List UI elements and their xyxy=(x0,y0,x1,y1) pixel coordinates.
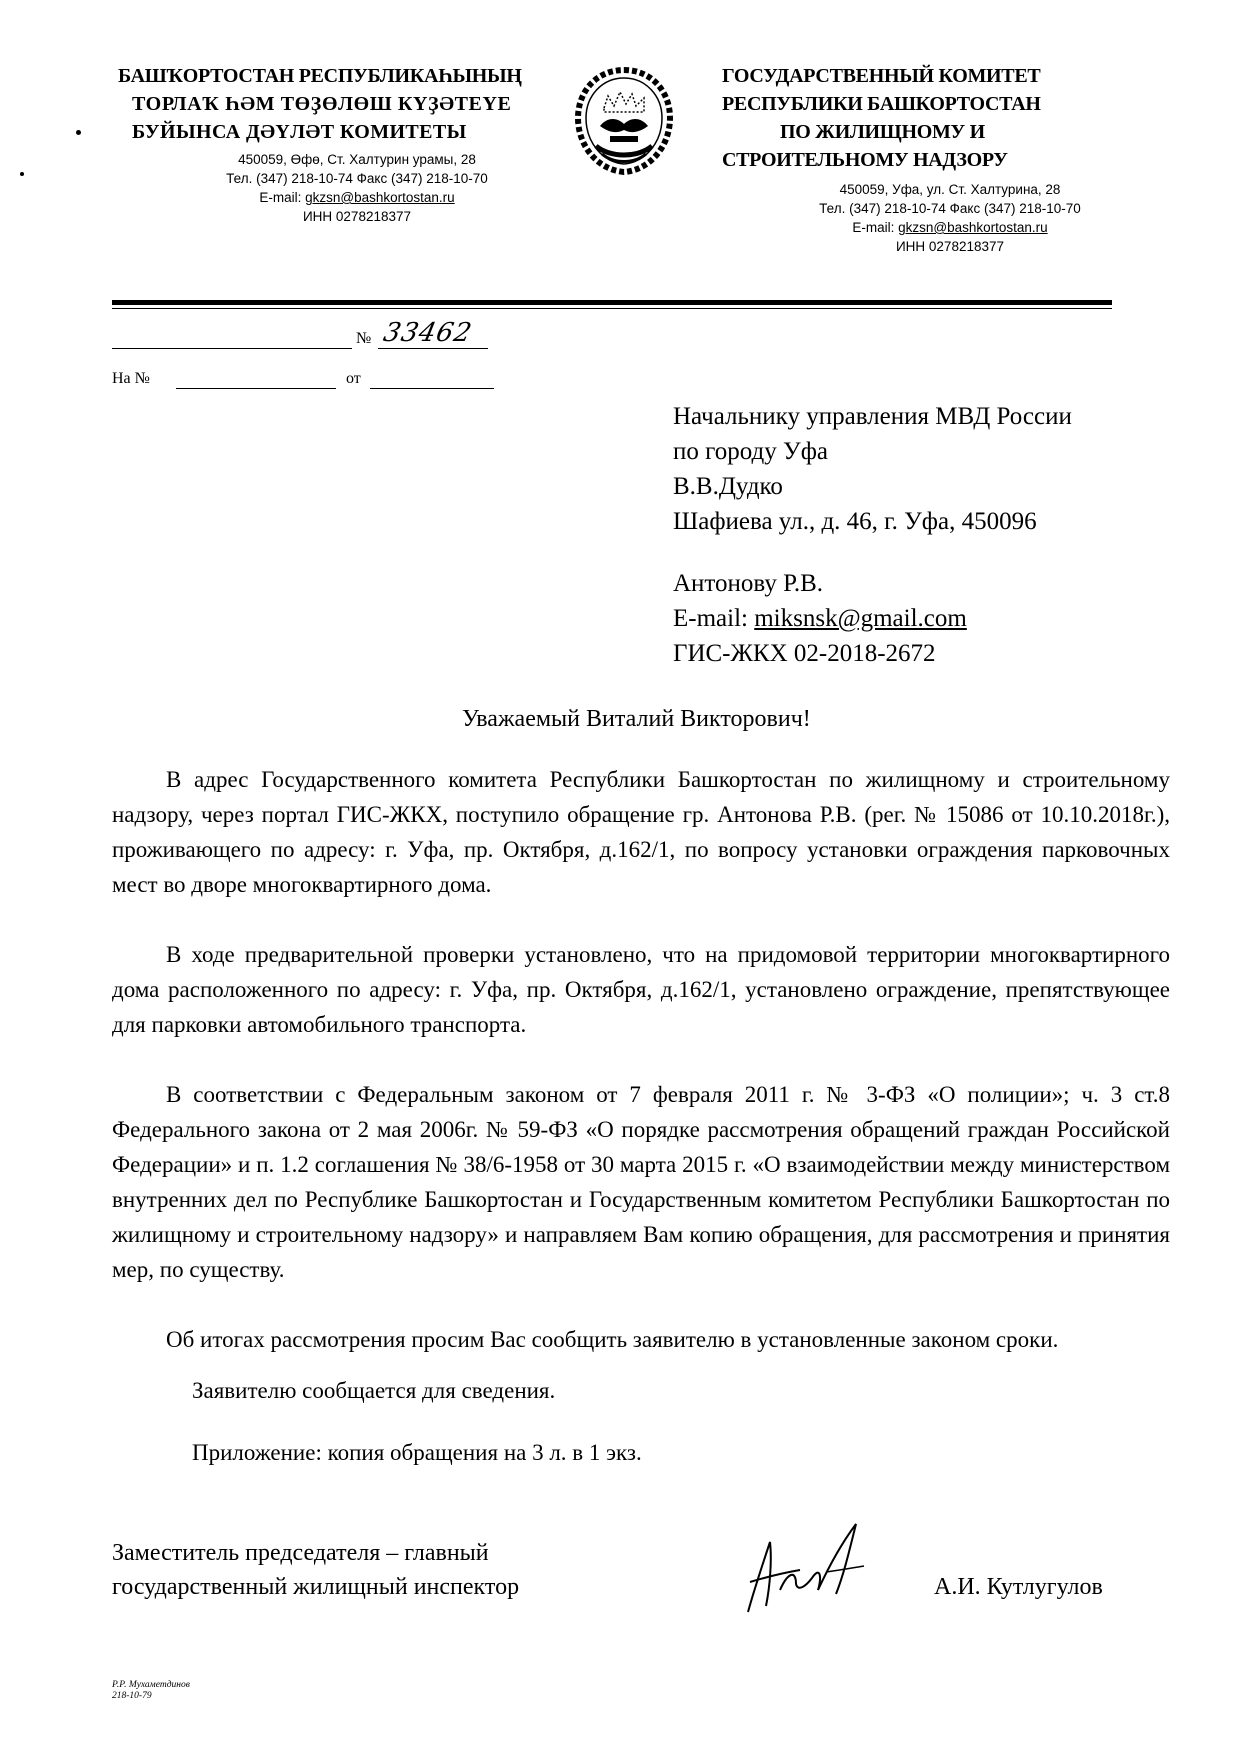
executor-phone: 218-10-79 xyxy=(112,1691,152,1701)
letterhead-left-phone: Тел. (347) 218-10-74 Факс (347) 218-10-70 xyxy=(226,171,488,186)
signatory-position-line-2: государственный жилищный инспектор xyxy=(112,1574,520,1600)
letterhead-left-address: 450059, Өфө, Ст. Халтурин урамы, 28 xyxy=(238,152,476,167)
letterhead-left-title-2: ТОРЛАҠ ҺӘМ ТӨҘӨЛӨШ КҮҘӘТЕҮЕ xyxy=(132,93,512,115)
signatory-position-line-1: Заместитель председателя – главный xyxy=(112,1540,489,1566)
reply-from-label: от xyxy=(346,370,361,387)
reply-to-label: На № xyxy=(112,370,150,387)
letterhead-left-email-link[interactable]: gkzsn@bashkortostan.ru xyxy=(305,190,455,205)
body-paragraph-1: В адрес Государственного комитета Республики Башкортостан по жилищному и строительному надзору, через портал ГИС-ЖКХ, поступило обращение гр. Антонова Р.В. (рег. № 15086 от 10.10.2018г.), проживающего по адресу: г. Уфа, пр. Октября, д.162/1, по вопросу установки ограждения парковочных мест во дворе многоквартирного дома. xyxy=(112,767,1170,897)
letterhead-divider-thick xyxy=(112,300,1112,305)
letter-body xyxy=(112,762,1170,1357)
letterhead-left-inn: ИНН 0278218377 xyxy=(302,209,412,224)
copy-recipient-email-row xyxy=(673,601,967,636)
letterhead-right-email-row xyxy=(700,218,1120,237)
signatory-name: А.И. Кутлугулов xyxy=(934,1574,1103,1600)
letterhead-right-phone: Тел. (347) 218-10-74 Факс (347) 218-10-70 xyxy=(819,201,1081,216)
executor-block xyxy=(112,1680,190,1702)
body-paragraph-4: Об итогах рассмотрения просим Вас сообщить заявителю в установленные законом сроки. xyxy=(166,1327,1059,1352)
letterhead-right-title-3: ПО ЖИЛИЩНОМУ И xyxy=(780,121,985,143)
handwritten-signature-icon xyxy=(740,1520,880,1620)
outgoing-number-label: № xyxy=(356,330,372,347)
notice-line: Заявителю сообщается для сведения. xyxy=(192,1378,556,1403)
copy-recipient-name: Антонову Р.В. xyxy=(673,570,824,597)
recipient-line-2: по городу Уфа xyxy=(673,438,829,465)
letterhead-left-title-3: БУЙЫНСА ДӘҮЛӘТ КОМИТЕТЫ xyxy=(132,121,467,143)
body-paragraph-2: В ходе предварительной проверки установлено, что на придомовой территории многоквартирного дома расположенного по адресу: г. Уфа, пр. Октября, д.162/1, установлено ограждение, препятствующее для парковки автомобильного транспорта. xyxy=(112,942,1170,1037)
outgoing-number-handwritten: 33462 xyxy=(380,318,475,348)
copy-recipient-email-link[interactable]: miksnsk@gmail.com xyxy=(754,605,967,632)
letterhead-divider-thin xyxy=(112,308,1112,309)
signatory-position xyxy=(112,1536,519,1604)
copy-recipient-email-label: E-mail: xyxy=(673,605,755,632)
scan-speck xyxy=(20,172,24,176)
letterhead-right-title-4: СТРОИТЕЛЬНОМУ НАДЗОРУ xyxy=(722,149,1008,171)
recipient-line-3: В.В.Дудко xyxy=(673,473,783,500)
reply-to-number-field xyxy=(176,388,336,389)
recipient-block xyxy=(673,399,1072,539)
letterhead-right-address: 450059, Уфа, ул. Ст. Халтурина, 28 xyxy=(839,182,1061,197)
body-paragraph-3: В соответствии с Федеральным законом от 7 февраля 2011 г. № 3-ФЗ «О полиции»; ч. 3 ст.8 Федерального закона от 2 мая 2006г. № 59-ФЗ «О порядке рассмотрения обращений граждан Российской Федерации» и п. 1.2 соглашения № 38/6-1958 от 30 марта 2015 г. «О взаимодействии между министерством внутренних дел по Республике Башкортостан и Государственным комитетом Республики Башкортостан по жилищному и строительному надзору» и направляем Вам копию обращения, для рассмотрения и принятия мер, по существу. xyxy=(112,1082,1170,1282)
letterhead-left-email-row xyxy=(112,188,552,207)
letterhead-left-title-1: БАШҠОРТОСТАН РЕСПУБЛИКАҺЫНЫҢ xyxy=(118,65,522,87)
letterhead-right-title-2: РЕСПУБЛИКИ БАШКОРТОСТАН xyxy=(722,93,1041,115)
letterhead-left-email-label: E-mail: xyxy=(259,190,306,205)
recipient-line-1: Начальнику управления МВД России xyxy=(673,403,1072,430)
scan-speck xyxy=(76,130,81,135)
reply-from-date-field xyxy=(370,388,494,389)
attachment-line: Приложение: копия обращения на 3 л. в 1 экз. xyxy=(192,1440,642,1465)
outgoing-number-field xyxy=(378,348,488,349)
copy-recipient-reference: ГИС-ЖКХ 02-2018-2672 xyxy=(673,640,936,667)
executor-name: Р.Р. Мухаметдинов xyxy=(112,1680,190,1690)
letterhead-right-inn: ИНН 0278218377 xyxy=(895,239,1005,254)
letterhead-right-title-1: ГОСУДАРСТВЕННЫЙ КОМИТЕТ xyxy=(722,65,1041,87)
salutation: Уважаемый Виталий Викторович! xyxy=(462,706,811,732)
coat-of-arms-icon xyxy=(574,66,674,176)
copy-recipient-block xyxy=(673,566,967,671)
recipient-line-4: Шафиева ул., д. 46, г. Уфа, 450096 xyxy=(673,508,1037,535)
letterhead-right-email-label: E-mail: xyxy=(852,220,899,235)
outgoing-date-field xyxy=(112,348,352,349)
letterhead-right-email-link[interactable]: gkzsn@bashkortostan.ru xyxy=(898,220,1048,235)
